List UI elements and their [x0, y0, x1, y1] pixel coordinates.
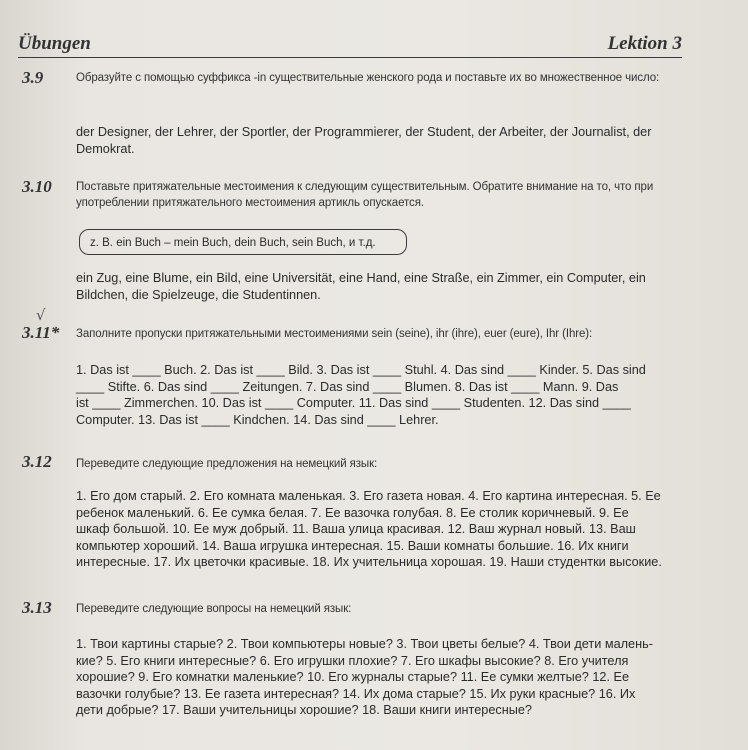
page-header [18, 33, 682, 58]
exercise-line: кие? 5. Его книги интересные? 6. Его игрушки плохие? 7. Его шкафы высокие? 8. Его учителя [76, 653, 629, 668]
exercise-line: хорошие? 9. Его комнатки маленькие? 10. Его журналы старые? 11. Ее сумки желтые? 12. Ее [76, 670, 630, 684]
exercise-line: шкаф большой. 10. Ее муж добрый. 11. Ваша улица красивая. 12. Ваш журнал новый. 13. Ваш [76, 522, 636, 536]
exercise-body-3-9: der Designer, der Lehrer, der Sportler, der Programmierer, der Student, der Arbeiter, der Journalist, der Demokrat. [76, 125, 652, 156]
exercise-line: 1. Das ist ____ Buch. 2. Das ist ____ Bild. 3. Das ist ____ Stuhl. 4. Das sind ____ Kinder. 5. Das sind [76, 363, 646, 377]
exercise-line: 1. Его дом старый. 2. Его комната маленькая. 3. Его газета новая. 4. Его картина интересная. 5. Ее [76, 489, 661, 503]
exercise-line: дети добрые? 17. Ваши учительницы хорошие? 18. Ваши книги интересные? [76, 703, 532, 717]
exercise-instruction-3-12: Переведите следующие предложения на немецкий язык: [76, 458, 378, 470]
exercise-line: компьютер хороший. 14. Ваша игрушка интересная. 15. Ваши комнаты большие. 16. Их книги [76, 538, 629, 553]
exercise-instruction-3-10: Поставьте притяжательные местоимения к следующим существительным. Обратите внимание на то, что при употреблении притяжательного местоимения артикль опускается. [76, 181, 654, 209]
exercise-line: ____ Stifte. 6. Das sind ____ Zeitungen. 7. Das sind ____ Blumen. 8. Das ist ____ Mann. 9. Das [76, 379, 619, 394]
exercise-body-3-10: ein Zug, eine Blume, ein Bild, eine Universität, eine Hand, eine Straße, ein Zimmer, ein Computer, ein Bildchen, die Spielzeuge, die Studentinnen. [76, 271, 646, 302]
exercise-line: 1. Твои картины старые? 2. Твои компьютеры новые? 3. Твои цветы белые? 4. Твои дети малень- [76, 637, 653, 651]
exercise-number-3-12: 3.12 [22, 452, 52, 471]
section-title: Übungen [18, 33, 91, 54]
exercise-line: ребенок маленький. 6. Ее сумка белая. 7. Ее вазочка голубая. 8. Ее столик коричневый. 9. Ее [76, 505, 629, 520]
exercise-line: интересные. 17. Их цветочки красивые. 18. Их учительница хорошая. 19. Наши студентки высокие. [76, 555, 662, 569]
exercise-number-3-13: 3.13 [22, 598, 52, 617]
exercise-body-3-13 [76, 636, 688, 719]
handwritten-check-mark: √ [36, 306, 46, 324]
exercise-instruction-3-13: Переведите следующие вопросы на немецкий язык: [76, 603, 352, 615]
exercise-body-3-11 [76, 362, 688, 428]
exercise-number-3-11: 3.11* [22, 323, 60, 342]
exercise-instruction-3-11: Заполните пропуски притяжательными местоимениями sein (seine), ihr (ihre), euer (eure), Ihr (Ihre): [76, 328, 593, 340]
exercise-instruction-3-9: Образуйте с помощью суффикса -in существительные женского рода и поставьте их во множественное число: [76, 72, 660, 84]
exercise-body-3-12 [76, 488, 688, 571]
exercise-line: Computer. 13. Das ist ____ Kindchen. 14. Das sind ____ Lehrer. [76, 412, 439, 427]
lesson-title: Lektion 3 [607, 33, 682, 54]
exercise-line: ist ____ Zimmerchen. 10. Das ist ____ Computer. 11. Das sind ____ Studenten. 12. Das sind ____ [76, 396, 631, 410]
exercise-line: вазочки голубые? 13. Ее газета интересная? 14. Их дома старые? 15. Их руки красные? 16. Их [76, 686, 636, 701]
exercise-number-3-9: 3.9 [22, 68, 44, 87]
example-box: z. B. ein Buch – mein Buch, dein Buch, sein Buch, и т.д. [79, 229, 407, 255]
exercise-number-3-10: 3.10 [22, 177, 52, 196]
